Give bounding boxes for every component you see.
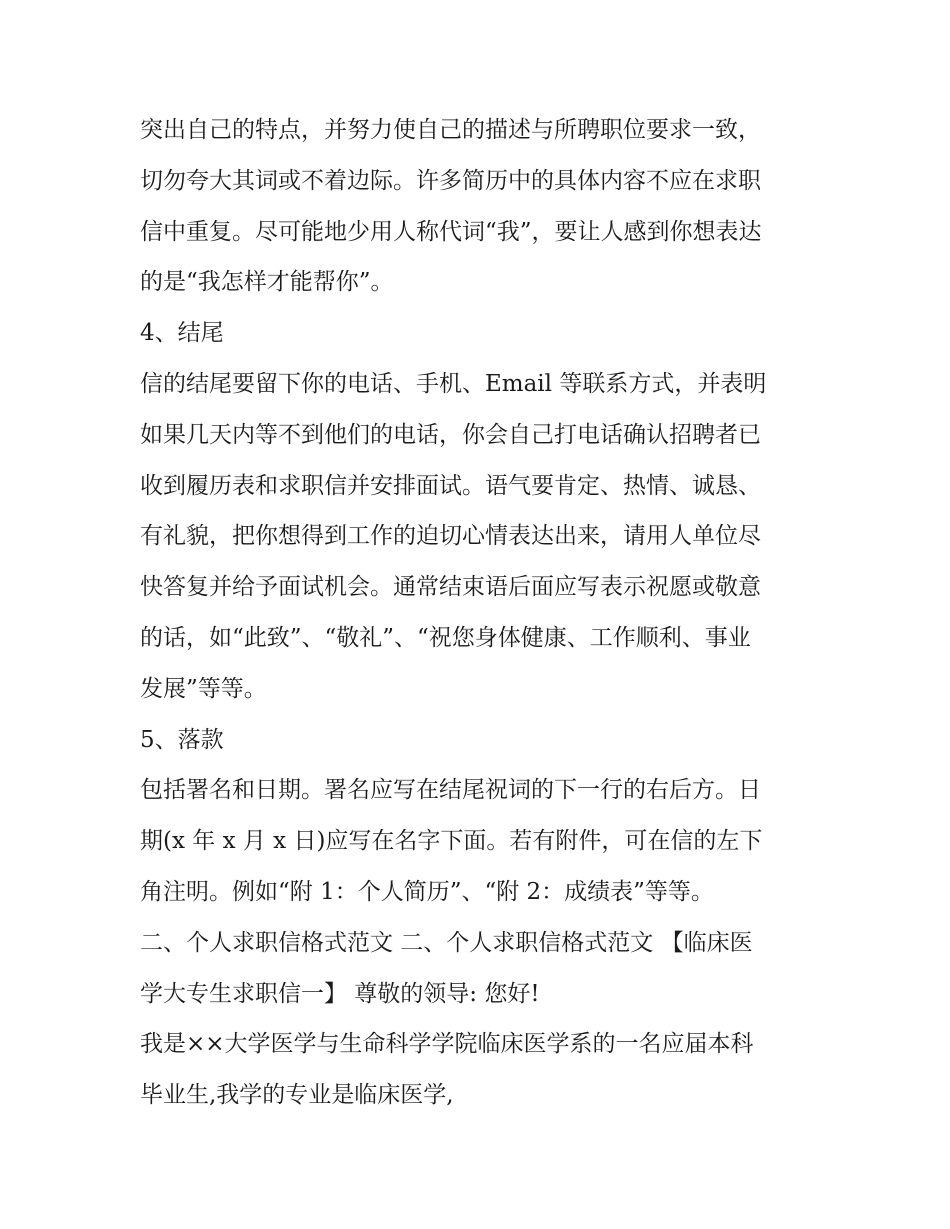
heading-text: 5、落款 xyxy=(140,726,224,753)
text-line: 快答复并给予面试机会。通常结束语后面应写表示祝愿或敬意 xyxy=(140,574,761,601)
text-line: 发展”等等。 xyxy=(140,675,267,702)
text-line: 信中重复。尽可能地少用人称代词“我”，要让人感到你想表达 xyxy=(140,218,762,245)
paragraph-sample-title xyxy=(140,918,820,1020)
paragraph-signature xyxy=(140,765,820,917)
text-line: 学大专生求职信一】 尊敬的领导: 您好! xyxy=(140,980,540,1007)
paragraph-sample-body xyxy=(140,1019,820,1121)
paragraph-ending xyxy=(140,359,820,715)
text-line: 如果几天内等不到他们的电话，你会自己打电话确认招聘者已 xyxy=(140,421,761,448)
text-line: 毕业生,我学的专业是临床医学, xyxy=(140,1082,454,1109)
text-line: 期(x 年 x 月 x 日)应写在名字下面。若有附件，可在信的左下 xyxy=(140,828,763,855)
text-line: 收到履历表和求职信并安排面试。语气要肯定、热情、诚恳、 xyxy=(140,472,761,499)
text-line: 二、个人求职信格式范文 二、个人求职信格式范文 【临床医 xyxy=(140,929,753,956)
text-line: 包括署名和日期。署名应写在结尾祝词的下一行的右后方。日 xyxy=(140,777,761,804)
text-line: 角注明。例如“附 1：个人简历”、“附 2：成绩表”等等。 xyxy=(140,878,714,905)
text-line: 的是“我怎样才能帮你”。 xyxy=(140,269,394,296)
heading-text: 4、结尾 xyxy=(140,320,224,347)
text-line: 的话，如“此致”、“敬礼”、“祝您身体健康、工作顺利、事业 xyxy=(140,624,751,651)
text-line: 我是××大学医学与生命科学学院临床医学系的一名应届本科 xyxy=(140,1031,754,1058)
text-line: 切勿夸大其词或不着边际。许多简历中的具体内容不应在求职 xyxy=(140,167,761,194)
text-line: 有礼貌，把你想得到工作的迫切心情表达出来，请用人单位尽 xyxy=(140,523,761,550)
text-line: 突出自己的特点，并努力使自己的描述与所聘职位要求一致， xyxy=(140,117,761,143)
text-line: 信的结尾要留下你的电话、手机、Email 等联系方式，并表明 xyxy=(140,370,767,397)
paragraph-highlight-traits xyxy=(140,105,820,308)
section-heading-signature xyxy=(140,715,820,766)
section-heading-ending xyxy=(140,308,820,359)
document-body xyxy=(140,105,820,1121)
